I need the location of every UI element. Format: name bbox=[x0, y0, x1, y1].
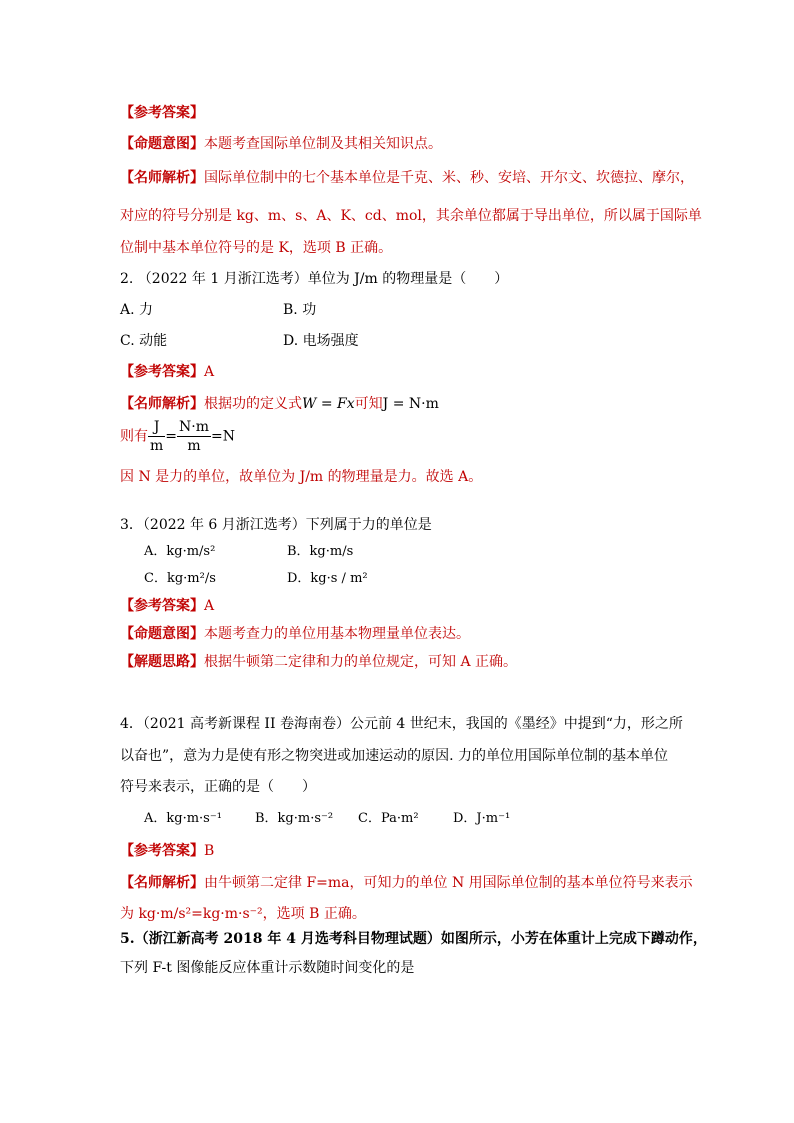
q4-option-a: A．kg·m·s⁻¹ bbox=[144, 811, 222, 826]
q2-option-a: A. 力 bbox=[120, 302, 154, 318]
q2-then-result: =N bbox=[211, 428, 235, 445]
q2-option-b: B. 功 bbox=[283, 302, 317, 318]
q2-then-prefix: 则有 bbox=[120, 428, 148, 445]
q3-intent-tag: 【命题意图】 bbox=[120, 626, 204, 642]
q1-analysis-tag: 【名师解析】 bbox=[120, 170, 204, 186]
q4-stem-line3: 符号来表示，正确的是（ ） bbox=[120, 779, 316, 795]
q3-idea-text: 根据牛顿第二定律和力的单位规定，可知 A 正确。 bbox=[204, 654, 518, 670]
q2-formula-w: W bbox=[302, 396, 317, 412]
q2-answer-tag: 【参考答案】 bbox=[120, 364, 204, 380]
q4-option-c: C．Pa·m² bbox=[358, 811, 419, 826]
q2-frac2-numerator: N·m bbox=[179, 419, 209, 435]
q3-stem: 3．（2022 年 6 月浙江选考）下列属于力的单位是 bbox=[120, 517, 432, 533]
q1-intent bbox=[120, 137, 442, 151]
q1-analysis-text-1: 国际单位制中的七个基本单位是千克、米、秒、安培、开尔文、坎德拉、摩尔， bbox=[204, 170, 694, 186]
q2-analysis-text2: 可知 bbox=[354, 396, 383, 412]
q3-answer bbox=[120, 599, 214, 613]
q2-fraction-2 bbox=[177, 420, 211, 453]
q1-analysis-line3: 位制中基本单位符号的是 K，选项 B 正确。 bbox=[120, 240, 393, 256]
q2-frac1-denominator: m bbox=[150, 438, 164, 454]
q4-stem-line2: 以奋也”，意为力是使有形之物突进或加速运动的原因. 力的单位用国际单位制的基本单位 bbox=[120, 748, 669, 764]
q1-intent-text: 本题考查国际单位制及其相关知识点。 bbox=[204, 136, 442, 152]
q1-analysis-line1 bbox=[120, 171, 694, 185]
q1-answer-tag: 【参考答案】 bbox=[120, 105, 204, 121]
q1-intent-tag: 【命题意图】 bbox=[120, 136, 204, 152]
q3-option-c: C．kg·m²/s bbox=[144, 571, 216, 586]
q4-answer bbox=[120, 844, 214, 858]
q2-formula-fx: Fx bbox=[337, 396, 355, 412]
q3-intent-text: 本题考查力的单位用基本物理量单位表达。 bbox=[204, 626, 470, 642]
q2-option-d: D. 电场强度 bbox=[283, 333, 359, 349]
q2-answer-value: A bbox=[204, 364, 215, 380]
q4-analysis-tag: 【名师解析】 bbox=[120, 875, 204, 891]
q5-stem-line1: 5.（浙江新高考 2018 年 4 月选考科目物理试题）如图所示，小芳在体重计上完成下蹲动作， bbox=[120, 931, 707, 947]
q3-answer-tag: 【参考答案】 bbox=[120, 598, 204, 614]
q4-stem-line1: 4．（2021 高考新课程 II 卷海南卷）公元前 4 世纪末，我国的《墨经》中提到“力，形之所 bbox=[120, 716, 683, 732]
q3-option-d: D．kg·s / m² bbox=[287, 571, 368, 586]
q4-option-b: B．kg·m·s⁻² bbox=[255, 811, 334, 826]
q3-idea bbox=[120, 655, 517, 669]
q4-analysis-line2: 为 kg·m/s²=kg·m·s⁻²，选项 B 正确。 bbox=[120, 906, 366, 922]
q2-stem: 2. （2022 年 1 月浙江选考）单位为 J/m 的物理量是（ ） bbox=[120, 271, 509, 287]
q2-answer bbox=[120, 365, 214, 379]
q4-option-d: D．J·m⁻¹ bbox=[453, 811, 511, 826]
q2-analysis-text: 根据功的定义式 bbox=[204, 396, 302, 412]
q4-analysis-text-1: 由牛顿第二定律 F=ma，可知力的单位 N 用国际单位制的基本单位符号来表示 bbox=[204, 875, 693, 891]
q4-answer-tag: 【参考答案】 bbox=[120, 843, 204, 859]
q3-idea-tag: 【解题思路】 bbox=[120, 654, 204, 670]
q2-analysis bbox=[120, 397, 439, 411]
q3-answer-value: A bbox=[204, 598, 215, 614]
q2-eq-sign: = bbox=[165, 428, 178, 445]
q2-analysis-tag: 【名师解析】 bbox=[120, 396, 204, 412]
q3-option-b: B．kg·m/s bbox=[287, 544, 354, 559]
q1-analysis-line2: 对应的符号分别是 kg、m、s、A、K、cd、mol，其余单位都属于导出单位，所以属于国际单 bbox=[120, 208, 702, 224]
q2-option-c: C. 动能 bbox=[120, 333, 168, 349]
q2-fraction-line bbox=[120, 420, 235, 453]
q3-intent bbox=[120, 627, 470, 641]
q4-analysis-line1 bbox=[120, 876, 693, 890]
q2-formula-eq: = bbox=[316, 396, 338, 412]
q2-frac1-numerator: J bbox=[153, 419, 160, 435]
q5-stem-line2: 下列 F-t 图像能反应体重计示数随时间变化的是 bbox=[120, 960, 415, 976]
q2-frac2-denominator: m bbox=[177, 436, 211, 453]
q3-option-a: A．kg·m/s² bbox=[144, 544, 216, 559]
q2-unit-eq: J = N·m bbox=[382, 396, 439, 412]
q4-answer-value: B bbox=[204, 843, 215, 859]
q2-conclusion: 因 N 是力的单位，故单位为 J/m 的物理量是力。故选 A。 bbox=[120, 469, 483, 485]
q2-fraction-1 bbox=[148, 420, 165, 453]
